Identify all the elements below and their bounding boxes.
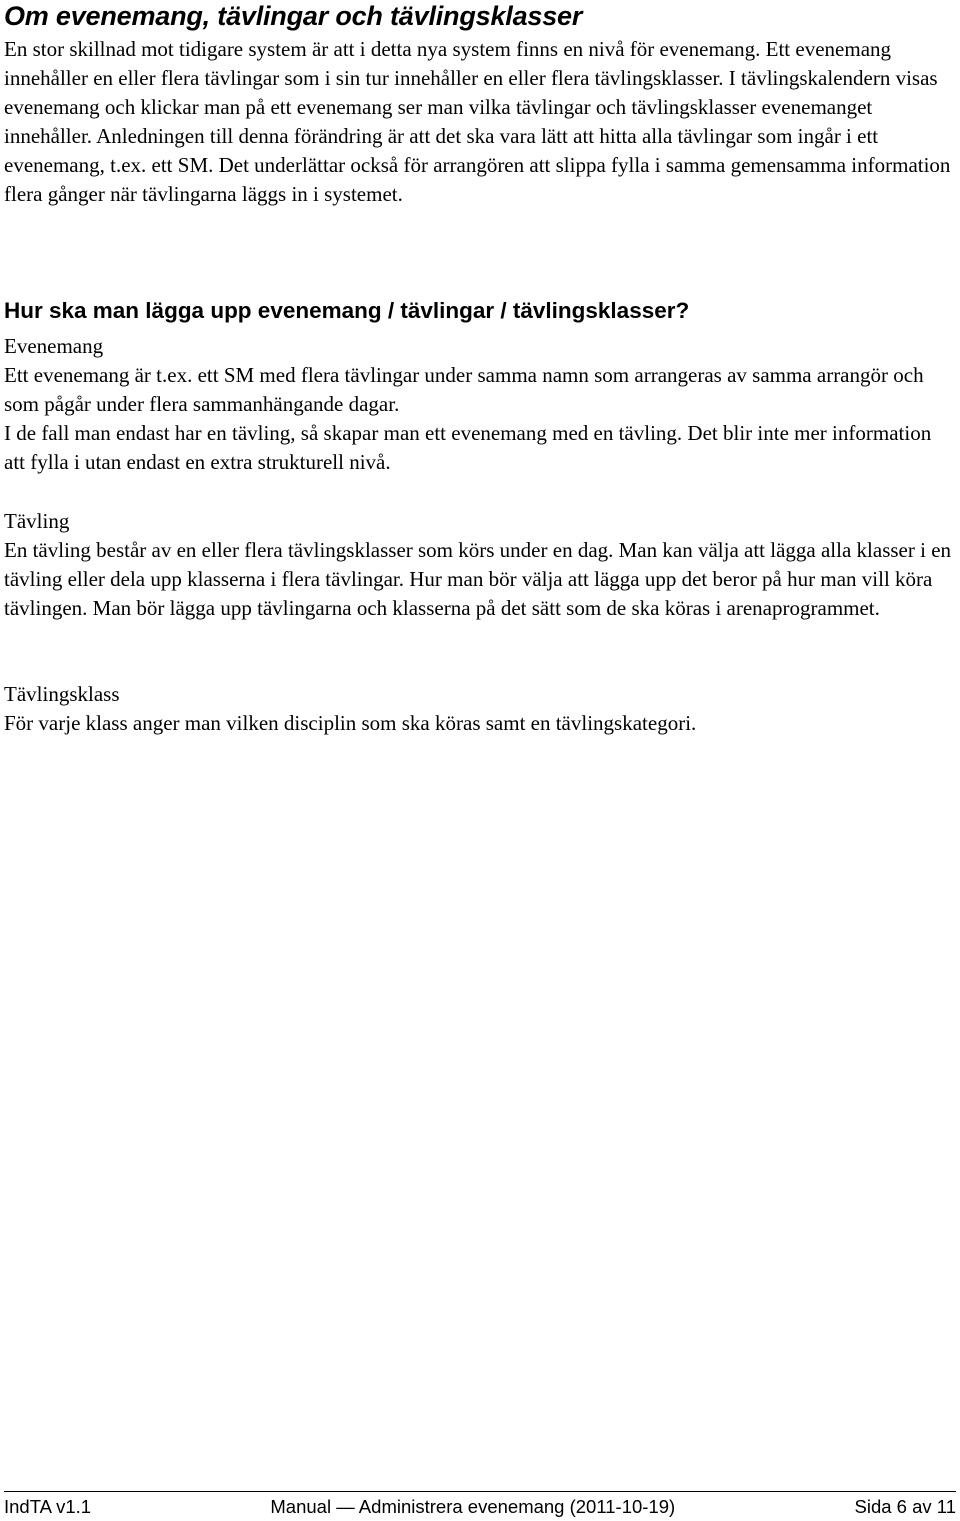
tavling-paragraph: En tävling består av en eller flera tävlingsklasser som körs under en dag. Man kan välja att lägga alla klasser i en tävling eller dela upp klasserna i flera tävlingar. Hur man bör välja att lägga upp det beror på hur man vill köra tävlingen. Man bör lägga upp tävlingarna och klasserna på det sätt som de ska köras i arenaprogrammet. — [4, 538, 952, 620]
evenemang-paragraph-1: Ett evenemang är t.ex. ett SM med flera tävlingar under samma namn som arrangeras av samma arrangör och som pågår under flera sammanhängande dagar. — [4, 363, 924, 416]
page-footer — [4, 1491, 956, 1519]
document-page — [4, 0, 954, 735]
footer-version: IndTA v1.1 — [4, 1496, 92, 1517]
footer-manual-title: Manual — Administrera evenemang (2011-10-19) — [270, 1496, 676, 1517]
section-title: Hur ska man lägga upp evenemang / tävlingar / tävlingsklasser? — [4, 298, 690, 323]
footer-page-number: Sida 6 av 11 — [854, 1496, 956, 1517]
page-title: Om evenemang, tävlingar och tävlingsklasser — [4, 1, 583, 31]
tavlingsklass-section — [4, 680, 954, 738]
evenemang-section — [4, 332, 954, 477]
tavlingsklass-paragraph: För varje klass anger man vilken disciplin som ska köras samt en tävlingskategori. — [4, 711, 697, 735]
evenemang-paragraph-2: I de fall man endast har en tävling, så skapar man ett evenemang med en tävling. Det blir inte mer information att fylla i utan endast en extra strukturell nivå. — [4, 421, 932, 474]
intro-paragraph: En stor skillnad mot tidigare system är att i detta nya system finns en nivå för evenemang. Ett evenemang innehåller en eller flera tävlingar som i sin tur innehåller en eller flera tävlingsklasser. I tävlingskalendern visas evenemang och klickar man på ett evenemang ser man vilka tävlingar och tävlingsklasser evenemanget innehåller. Anledningen till denna förändring är att det ska vara lätt att hitta alla tävlingar som ingår i ett evenemang, t.ex. ett SM. Det underlättar också för arrangören att slippa fylla i samma gemensamma information flera gånger när tävlingarna läggs in i systemet. — [4, 37, 951, 206]
evenemang-heading: Evenemang — [4, 334, 104, 358]
tavling-section — [4, 507, 954, 623]
tavlingsklass-heading: Tävlingsklass — [4, 682, 120, 706]
tavling-heading: Tävling — [4, 509, 70, 533]
